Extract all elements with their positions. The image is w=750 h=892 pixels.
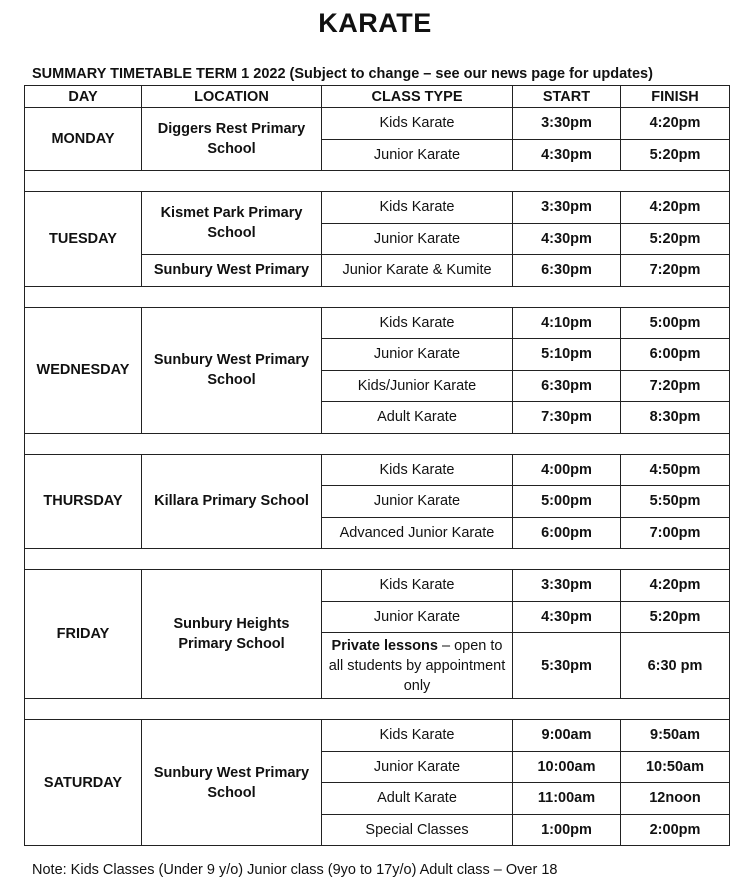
finish-cell: 12noon [621,783,730,815]
class-cell: Junior Karate & Kumite [322,255,513,287]
start-cell: 5:30pm [513,633,621,699]
header-finish: FINISH [621,86,730,108]
class-cell: Advanced Junior Karate [322,517,513,549]
finish-cell: 6:30 pm [621,633,730,699]
finish-cell: 9:50am [621,720,730,752]
header-day: DAY [25,86,142,108]
table-row [25,570,730,602]
start-cell: 4:00pm [513,454,621,486]
location-cell: Sunbury West Primary School [142,720,322,846]
class-cell: Adult Karate [322,783,513,815]
table-row [25,108,730,140]
finish-cell: 5:20pm [621,139,730,171]
start-cell: 3:30pm [513,108,621,140]
header-class-type: CLASS TYPE [322,86,513,108]
start-cell: 11:00am [513,783,621,815]
class-cell: Special Classes [322,814,513,846]
class-cell: Junior Karate [322,601,513,633]
spacer-row [25,433,730,454]
finish-cell: 4:20pm [621,570,730,602]
class-cell: Junior Karate [322,339,513,371]
class-cell: Kids Karate [322,454,513,486]
start-cell: 5:00pm [513,486,621,518]
table-row [25,454,730,486]
day-cell-wednesday: WEDNESDAY [25,307,142,433]
start-cell: 6:30pm [513,370,621,402]
spacer-row [25,286,730,307]
finish-cell: 5:20pm [621,223,730,255]
footnote: Note: Kids Classes (Under 9 y/o) Junior class (9yo to 17y/o) Adult class – Over 18 [32,862,558,878]
start-cell: 3:30pm [513,570,621,602]
finish-cell: 10:50am [621,751,730,783]
finish-cell: 5:50pm [621,486,730,518]
day-cell-thursday: THURSDAY [25,454,142,549]
spacer-row [25,171,730,192]
start-cell: 9:00am [513,720,621,752]
class-cell: Kids Karate [322,720,513,752]
timetable [24,85,730,846]
page-title: KARATE [318,8,432,38]
start-cell: 3:30pm [513,192,621,224]
class-cell: Adult Karate [322,402,513,434]
private-lessons-cell [322,633,513,699]
header-row [25,86,730,108]
spacer-row [25,699,730,720]
table-row [25,720,730,752]
finish-cell: 2:00pm [621,814,730,846]
start-cell: 4:30pm [513,139,621,171]
private-lessons-detail: – open to all students by appointment only [328,637,506,694]
location-cell: Diggers Rest Primary School [142,108,322,171]
class-cell: Kids/Junior Karate [322,370,513,402]
class-cell: Kids Karate [322,108,513,140]
start-cell: 10:00am [513,751,621,783]
class-cell: Kids Karate [322,192,513,224]
day-cell-saturday: SATURDAY [25,720,142,846]
spacer-row [25,549,730,570]
header-start: START [513,86,621,108]
start-cell: 7:30pm [513,402,621,434]
class-cell: Kids Karate [322,570,513,602]
start-cell: 1:00pm [513,814,621,846]
class-cell: Junior Karate [322,486,513,518]
day-cell-monday: MONDAY [25,108,142,171]
start-cell: 5:10pm [513,339,621,371]
start-cell: 4:30pm [513,223,621,255]
finish-cell: 8:30pm [621,402,730,434]
location-cell: Kismet Park Primary School [142,192,322,255]
class-cell: Junior Karate [322,139,513,171]
table-row [25,307,730,339]
finish-cell: 4:50pm [621,454,730,486]
class-cell: Junior Karate [322,751,513,783]
finish-cell: 5:00pm [621,307,730,339]
location-cell: Killara Primary School [142,454,322,549]
start-cell: 6:30pm [513,255,621,287]
finish-cell: 4:20pm [621,192,730,224]
start-cell: 6:00pm [513,517,621,549]
finish-cell: 5:20pm [621,601,730,633]
location-cell: Sunbury Heights Primary School [142,570,322,699]
header-location: LOCATION [142,86,322,108]
finish-cell: 4:20pm [621,108,730,140]
timetable-subtitle: SUMMARY TIMETABLE TERM 1 2022 (Subject to change – see our news page for updates) [32,66,653,82]
day-cell-tuesday: TUESDAY [25,192,142,287]
table-row [25,192,730,224]
private-lessons-label: Private lessons [331,637,438,654]
location-cell: Sunbury West Primary [142,255,322,287]
finish-cell: 7:00pm [621,517,730,549]
finish-cell: 7:20pm [621,370,730,402]
class-cell: Kids Karate [322,307,513,339]
finish-cell: 7:20pm [621,255,730,287]
day-cell-friday: FRIDAY [25,570,142,699]
start-cell: 4:10pm [513,307,621,339]
finish-cell: 6:00pm [621,339,730,371]
location-cell: Sunbury West Primary School [142,307,322,433]
start-cell: 4:30pm [513,601,621,633]
class-cell: Junior Karate [322,223,513,255]
